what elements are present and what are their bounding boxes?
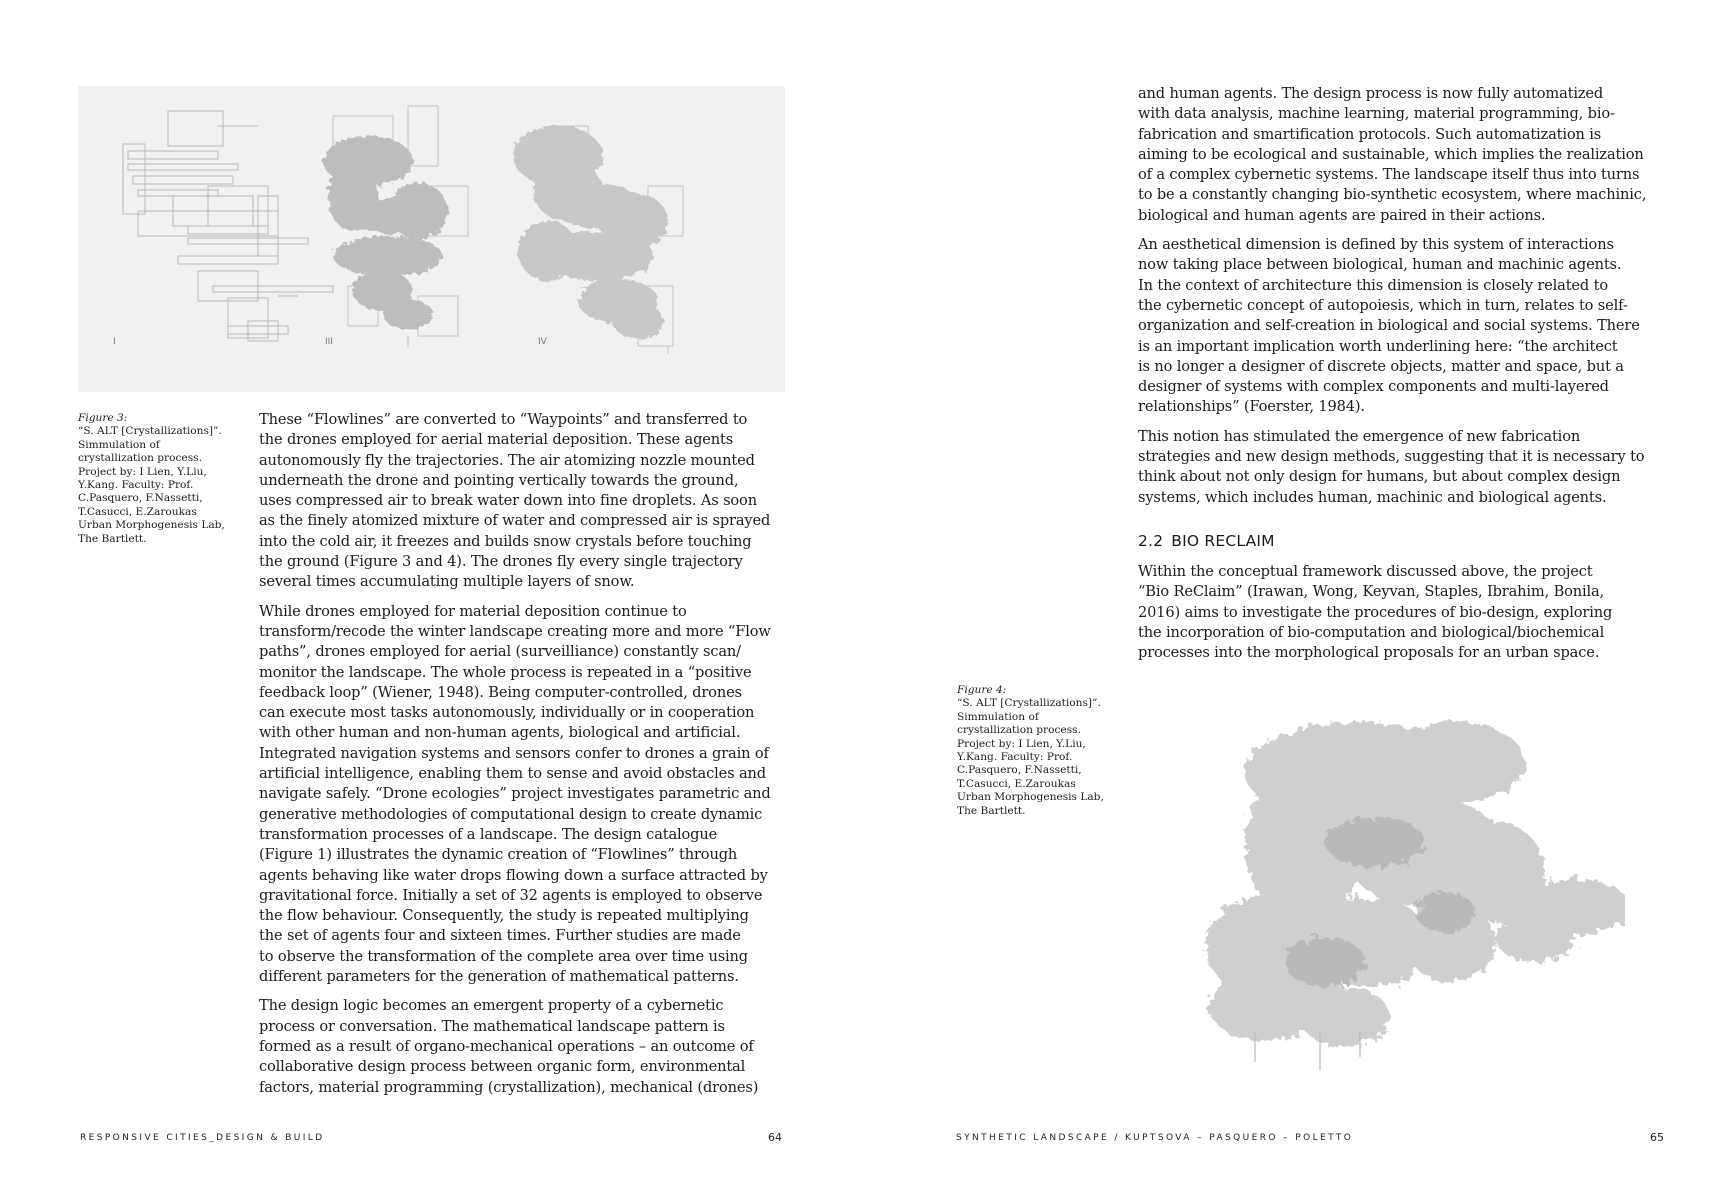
text-line: Within the conceptual framework discussed above, the project [1138, 563, 1593, 580]
text-line: In the context of architecture this dimension is closely related to [1138, 276, 1608, 294]
caption-line: Project by: I Lien, Y.Liu, [957, 737, 1086, 750]
text-line: gravitational force. Initially a set of 32 agents is employed to observe [259, 886, 763, 904]
text-line: the ground (Figure 3 and 4). The drones fly every single trajectory [259, 553, 743, 571]
caption-line: Urban Morphogenesis Lab, [957, 791, 1104, 804]
text-line: This notion has stimulated the emergence of new fabrication [1138, 427, 1581, 445]
figure-3-panel-label-3: III [325, 337, 333, 347]
left-paragraph-3 [259, 996, 789, 1097]
section-title: BIO RECLAIM [1171, 532, 1275, 550]
section-paragraph [1138, 562, 1668, 663]
text-line: now taking place between biological, human and machinic agents. [1138, 256, 1622, 274]
figure-4-caption [957, 684, 1117, 818]
figure-3-panel-1-drawing [123, 111, 333, 341]
text-line: strategies and new design methods, suggesting that it is necessary to [1138, 448, 1645, 466]
figure-3-caption [78, 412, 228, 546]
text-line: 2016) aims to investigate the procedures of bio-design, exploring [1138, 603, 1613, 621]
text-line: transform/recode the winter landscape creating more and more “Flow [259, 622, 771, 640]
caption-line: crystallization process. [78, 452, 202, 465]
caption-line: Simmulation of [78, 438, 160, 451]
text-line: fabrication and smartification protocols. Such automatization is [1138, 125, 1602, 143]
text-line: the incorporation of bio-computation and biological/biochemical [1138, 623, 1605, 641]
figure-3-image [78, 86, 785, 392]
caption-line: Simmulation of [957, 710, 1039, 723]
left-paragraph-1 [259, 410, 789, 593]
text-line: several times accumulating multiple layers of snow. [259, 573, 635, 591]
text-line: with other human and non-human agents, biological and artificial. [259, 724, 741, 742]
section-heading [1138, 532, 1275, 550]
right-paragraph-1 [1138, 84, 1668, 226]
text-line: the drones employed for aerial material deposition. These agents [259, 431, 734, 449]
right-paragraph-2 [1138, 235, 1668, 418]
figure-4-image [1195, 712, 1625, 1082]
text-line: the cybernetic concept of autopoiesis, which in turn, relates to self- [1138, 296, 1628, 314]
text-line: artificial intelligence, enabling them to sense and avoid obstacles and [259, 765, 766, 783]
caption-line: The Bartlett. [78, 532, 147, 545]
text-line: into the cold air, it freezes and builds snow crystals before touching [259, 532, 752, 550]
text-line: to be a constantly changing bio-synthetic ecosystem, where machinic, [1138, 186, 1647, 204]
text-line: underneath the drone and pointing vertically towards the ground, [259, 471, 739, 489]
page-number-left: 64 [768, 1131, 782, 1144]
caption-line: Y.Kang. Faculty: Prof. [957, 751, 1073, 764]
figure-3-panel-4-crystals [513, 126, 668, 339]
text-line: process or conversation. The mathematical landscape pattern is [259, 1017, 725, 1035]
left-paragraph-2 [259, 602, 789, 988]
text-line: The design logic becomes an emergent property of a cybernetic [259, 997, 724, 1015]
caption-line: The Bartlett. [957, 804, 1026, 817]
text-line: paths”, drones employed for aerial (surveilliance) constantly scan/ [259, 643, 741, 661]
section-number: 2.2 [1138, 532, 1164, 550]
text-line: with data analysis, machine learning, material programming, bio- [1138, 105, 1615, 123]
text-line: “Bio ReClaim” (Irawan, Wong, Keyvan, Staples, Ibrahim, Bonila, [1138, 583, 1605, 601]
caption-line: T.Casucci, E.Zaroukas [78, 505, 197, 518]
text-line: and human agents. The design process is now fully automatized [1138, 85, 1604, 102]
text-line: formed as a result of organo-mechanical operations – an outcome of [259, 1037, 754, 1055]
text-line: of a complex cybernetic systems. The landscape itself thus into turns [1138, 166, 1640, 184]
text-line: organization and self-creation in biological and social systems. There [1138, 317, 1640, 335]
text-line: (Figure 1) illustrates the dynamic creation of “Flowlines” through [259, 846, 738, 864]
caption-line: crystallization process. [957, 724, 1081, 737]
text-line: navigate safely. “Drone ecologies” project investigates parametric and [259, 785, 771, 803]
left-page-body [259, 410, 789, 1107]
footer-right-running-title: SYNTHETIC LANDSCAPE / KUPTSOVA – PASQUERO – POLETTO [956, 1133, 1354, 1143]
text-line: feedback loop” (Wiener, 1948). Being computer-controlled, drones [259, 683, 742, 701]
text-line: the set of agents four and sixteen times. Further studies are made [259, 927, 741, 945]
figure-3-panel-label-4: IV [538, 337, 547, 347]
text-line: biological and human agents are paired in their actions. [1138, 206, 1546, 224]
caption-line: Y.Kang. Faculty: Prof. [78, 479, 194, 492]
text-line: While drones employed for material deposition continue to [259, 602, 687, 620]
caption-line: T.Casucci, E.Zaroukas [957, 777, 1076, 790]
page-number-right: 65 [1650, 1131, 1664, 1144]
text-line: autonomously fly the trajectories. The air atomizing nozzle mounted [259, 451, 755, 469]
figure-3-panel-3-crystals [323, 136, 448, 329]
text-line: different parameters for the generation of mathematical patterns. [259, 968, 739, 986]
text-line: collaborative design process between organic form, environmental [259, 1058, 746, 1076]
section-body [1138, 562, 1668, 672]
figure-3-caption-label: Figure 3: [78, 412, 128, 424]
caption-line: “S. ALT [Crystallizations]”. [957, 697, 1101, 710]
text-line: These “Flowlines” are converted to “Waypoints” and transferred to [259, 411, 748, 428]
right-paragraph-3 [1138, 427, 1668, 508]
text-line: can execute most tasks autonomously, individually or in cooperation [259, 704, 755, 722]
text-line: systems, which includes human, machinic and biological agents. [1138, 488, 1607, 506]
right-page-body [1138, 84, 1668, 517]
text-line: An aesthetical dimension is defined by this system of interactions [1138, 236, 1614, 254]
text-line: uses compressed air to break water down into fine droplets. As soon [259, 492, 757, 510]
footer-left-running-title: RESPONSIVE CITIES_DESIGN & BUILD [80, 1133, 325, 1143]
text-line: think about not only design for humans, but about complex design [1138, 468, 1621, 486]
caption-line: Project by: I Lien, Y.Liu, [78, 465, 207, 478]
text-line: Integrated navigation systems and sensors confer to drones a grain of [259, 744, 769, 762]
text-line: factors, material programming (crystallization), mechanical (drones) [259, 1078, 759, 1096]
text-line: relationships” (Foerster, 1984). [1138, 398, 1365, 416]
caption-line: C.Pasquero, F.Nassetti, [957, 764, 1082, 777]
caption-line: “S. ALT [Crystallizations]”. [78, 425, 222, 438]
figure-4-caption-label: Figure 4: [957, 684, 1007, 696]
text-line: transformation processes of a landscape. The design catalogue [259, 825, 718, 843]
text-line: to observe the transformation of the complete area over time using [259, 947, 748, 965]
caption-line: Urban Morphogenesis Lab, [78, 519, 225, 532]
text-line: agents behaving like water drops flowing down a surface attracted by [259, 866, 768, 884]
text-line: is no longer a designer of discrete objects, matter and space, but a [1138, 357, 1624, 375]
figure-3-panel-label-1: I [113, 337, 116, 347]
figure-4-crystal-mass [1205, 722, 1625, 1047]
text-line: aiming to be ecological and sustainable, which implies the realization [1138, 145, 1644, 163]
text-line: designer of systems with complex components and multi-layered [1138, 378, 1609, 396]
text-line: monitor the landscape. The whole process is repeated in a “positive [259, 663, 752, 681]
text-line: as the finely atomized mixture of water and compressed air is sprayed [259, 512, 771, 530]
text-line: is an important implication worth underlining here: “the architect [1138, 337, 1618, 355]
text-line: the flow behaviour. Consequently, the study is repeated multiplying [259, 907, 749, 925]
text-line: generative methodologies of computational design to create dynamic [259, 805, 763, 823]
caption-line: C.Pasquero, F.Nassetti, [78, 492, 203, 505]
text-line: processes into the morphological proposals for an urban space. [1138, 644, 1600, 662]
